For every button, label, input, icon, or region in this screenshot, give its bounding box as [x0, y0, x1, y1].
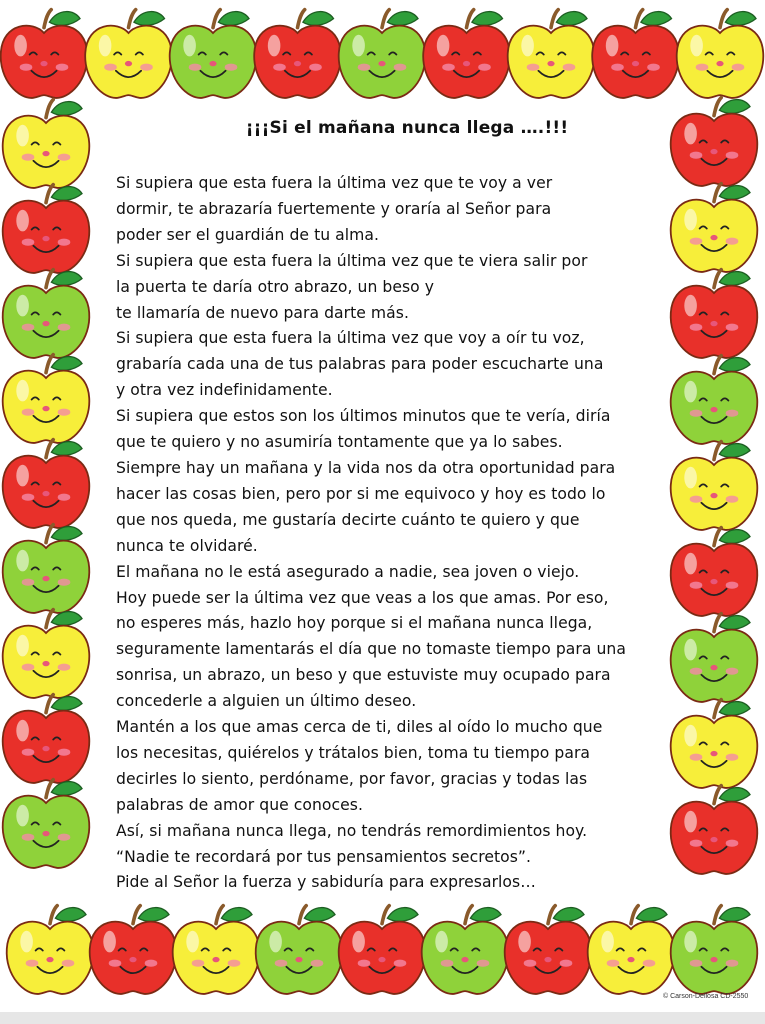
smiling-apple-icon [170, 10, 257, 98]
smiling-apple-icon [90, 906, 177, 994]
smiling-apple-icon [173, 906, 260, 994]
smiling-apple-icon [671, 98, 758, 186]
copyright-note: © Carson-Dellosa CD-2550 [663, 993, 749, 1000]
smiling-apple-icon [3, 355, 90, 443]
smiling-apple-icon [671, 906, 758, 994]
smiling-apple-icon [85, 10, 172, 98]
smiling-apple-icon [505, 906, 592, 994]
smiling-apple-icon [256, 906, 343, 994]
smiling-apple-icon [588, 906, 675, 994]
poem-line: que te quiero y no asumiría tontamente que ya lo sabes. [116, 433, 563, 452]
poem-line: Si supiera que esta fuera la última vez que te viera salir por [116, 251, 588, 270]
smiling-apple-icon [422, 906, 509, 994]
smiling-apple-icon [339, 906, 426, 994]
poem-line: Siempre hay un mañana y la vida nos da otra oportunidad para [116, 458, 616, 477]
smiling-apple-icon [3, 525, 90, 613]
poem-line: El mañana no le está asegurado a nadie, sea joven o viejo. [116, 562, 580, 581]
poem-line: grabaría cada una de tus palabras para poder escucharte una [116, 355, 604, 374]
smiling-apple-icon [671, 786, 758, 874]
poem-line: Así, si mañana nunca llega, no tendrás remordimientos hoy. [116, 821, 588, 840]
poem-lines [116, 171, 676, 896]
poem-line: dormir, te abrazaría fuertemente y oraría al Señor para [116, 199, 552, 218]
poem-line: los necesitas, quiérelos y trátalos bien, toma tu tiempo para [116, 743, 591, 762]
smiling-apple-icon [3, 440, 90, 528]
smiling-apple-icon [423, 10, 510, 98]
smiling-apple-icon [3, 780, 90, 868]
smiling-apple-icon [3, 695, 90, 783]
smiling-apple-icon [3, 610, 90, 698]
poem-line: que nos queda, me gustaría decirte cuánto te quiero y que [116, 510, 580, 529]
poem-line: Si supiera que estos son los últimos minutos que te vería, diría [116, 407, 611, 426]
smiling-apple-icon [7, 906, 94, 994]
poem-line: hacer las cosas bien, pero por si me equivoco y hoy es todo lo [116, 484, 606, 503]
poem-line: poder ser el guardián de tu alma. [116, 225, 380, 244]
poem-line: “Nadie te recordará por tus pensamientos secretos”. [116, 847, 532, 866]
poem-line: decirles lo siento, perdóname, por favor, gracias y todas las [116, 769, 588, 788]
poem-line: Hoy puede ser la última vez que veas a los que amas. Por eso, [116, 588, 609, 607]
smiling-apple-icon [671, 356, 758, 444]
poem-line: no esperes más, hazlo hoy porque si el mañana nunca llega, [116, 614, 593, 633]
poem-line: Mantén a los que amas cerca de ti, diles al oído lo mucho que [116, 718, 603, 737]
smiling-apple-icon [508, 10, 595, 98]
poem-line: seguramente lamentarás el día que no tomaste tiempo para una [116, 640, 626, 659]
smiling-apple-icon [671, 442, 758, 530]
smiling-apple-icon [339, 10, 426, 98]
poem-line: Pide al Señor la fuerza y sabiduría para expresarlos… [116, 873, 536, 892]
smiling-apple-icon [254, 10, 341, 98]
poem-line: la puerta te daría otro abrazo, un beso y [116, 277, 435, 296]
poem-line: sonrisa, un abrazo, un beso y que estuviste muy ocupado para [116, 666, 611, 685]
poem-title: ¡¡¡Si el mañana nunca llega ….!!! [245, 118, 569, 138]
smiling-apple-icon [3, 100, 90, 188]
smiling-apple-icon [671, 184, 758, 272]
poem-line: nunca te olvidaré. [116, 536, 258, 555]
smiling-apple-icon [592, 10, 679, 98]
poem-line: Si supiera que esta fuera la última vez que te voy a ver [116, 174, 553, 192]
smiling-apple-icon [1, 10, 88, 98]
poem-line: concederle a alguien un último deseo. [116, 692, 417, 711]
poem-line: palabras de amor que conoces. [116, 795, 363, 814]
smiling-apple-icon [671, 700, 758, 788]
smiling-apple-icon [3, 185, 90, 273]
poem-line: Si supiera que esta fuera la última vez que voy a oír tu voz, [116, 329, 585, 348]
poem-line: y otra vez indefinidamente. [116, 381, 333, 400]
smiling-apple-icon [3, 270, 90, 358]
scan-edge [0, 1012, 765, 1024]
smiling-apple-icon [671, 528, 758, 616]
smiling-apple-icon [671, 270, 758, 358]
smiling-apple-icon [677, 10, 764, 98]
poem-body [116, 118, 676, 896]
smiling-apple-icon [671, 614, 758, 702]
poem-line: te llamaría de nuevo para darte más. [116, 303, 409, 322]
